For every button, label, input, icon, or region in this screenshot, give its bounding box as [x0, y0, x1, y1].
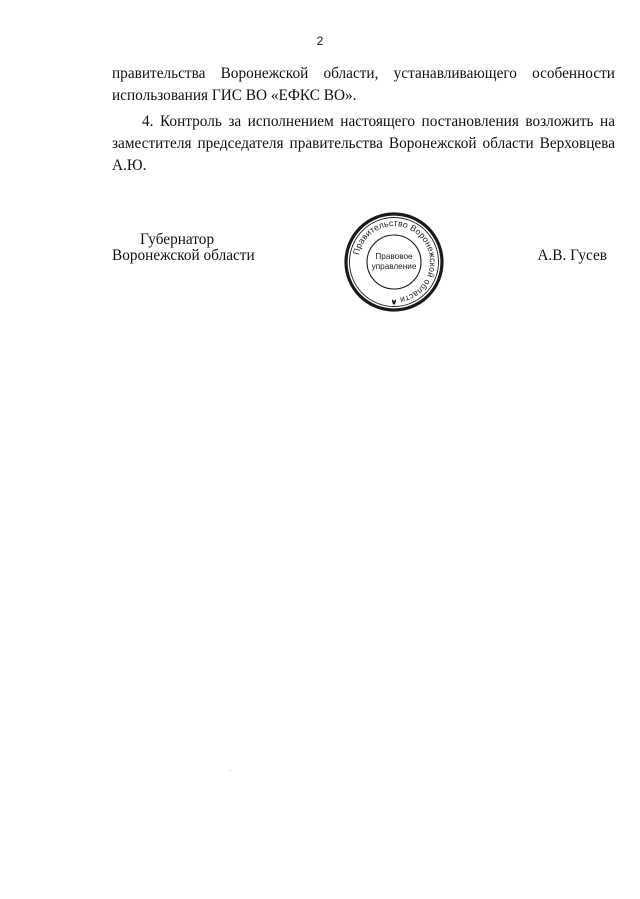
seal-graphic	[342, 210, 446, 314]
seal-emblem-icon	[392, 299, 396, 305]
page-number: 2	[316, 34, 324, 48]
seal-center-line-2: управление	[371, 262, 417, 271]
signatory-name: А.В. Гусев	[537, 247, 607, 264]
official-seal-stamp	[342, 210, 446, 314]
paragraph-continuation: правительства Воронежской области, устанавливающего особенности использования ГИС ВО «ЕФКС ВО».	[112, 65, 615, 104]
seal-center-line-1: Правовое	[375, 252, 413, 261]
seal-ring-text: Правительство Воронежской области	[350, 217, 439, 306]
signatory-region: Воронежской области	[112, 247, 255, 264]
scan-artifact	[229, 770, 231, 771]
paragraph-item-4: 4. Контроль за исполнением настоящего постановления возложить на заместителя председателя правительства Воронежской области Верховцева А.Ю.	[112, 113, 615, 174]
signatory-title: Губернатор	[140, 231, 215, 248]
